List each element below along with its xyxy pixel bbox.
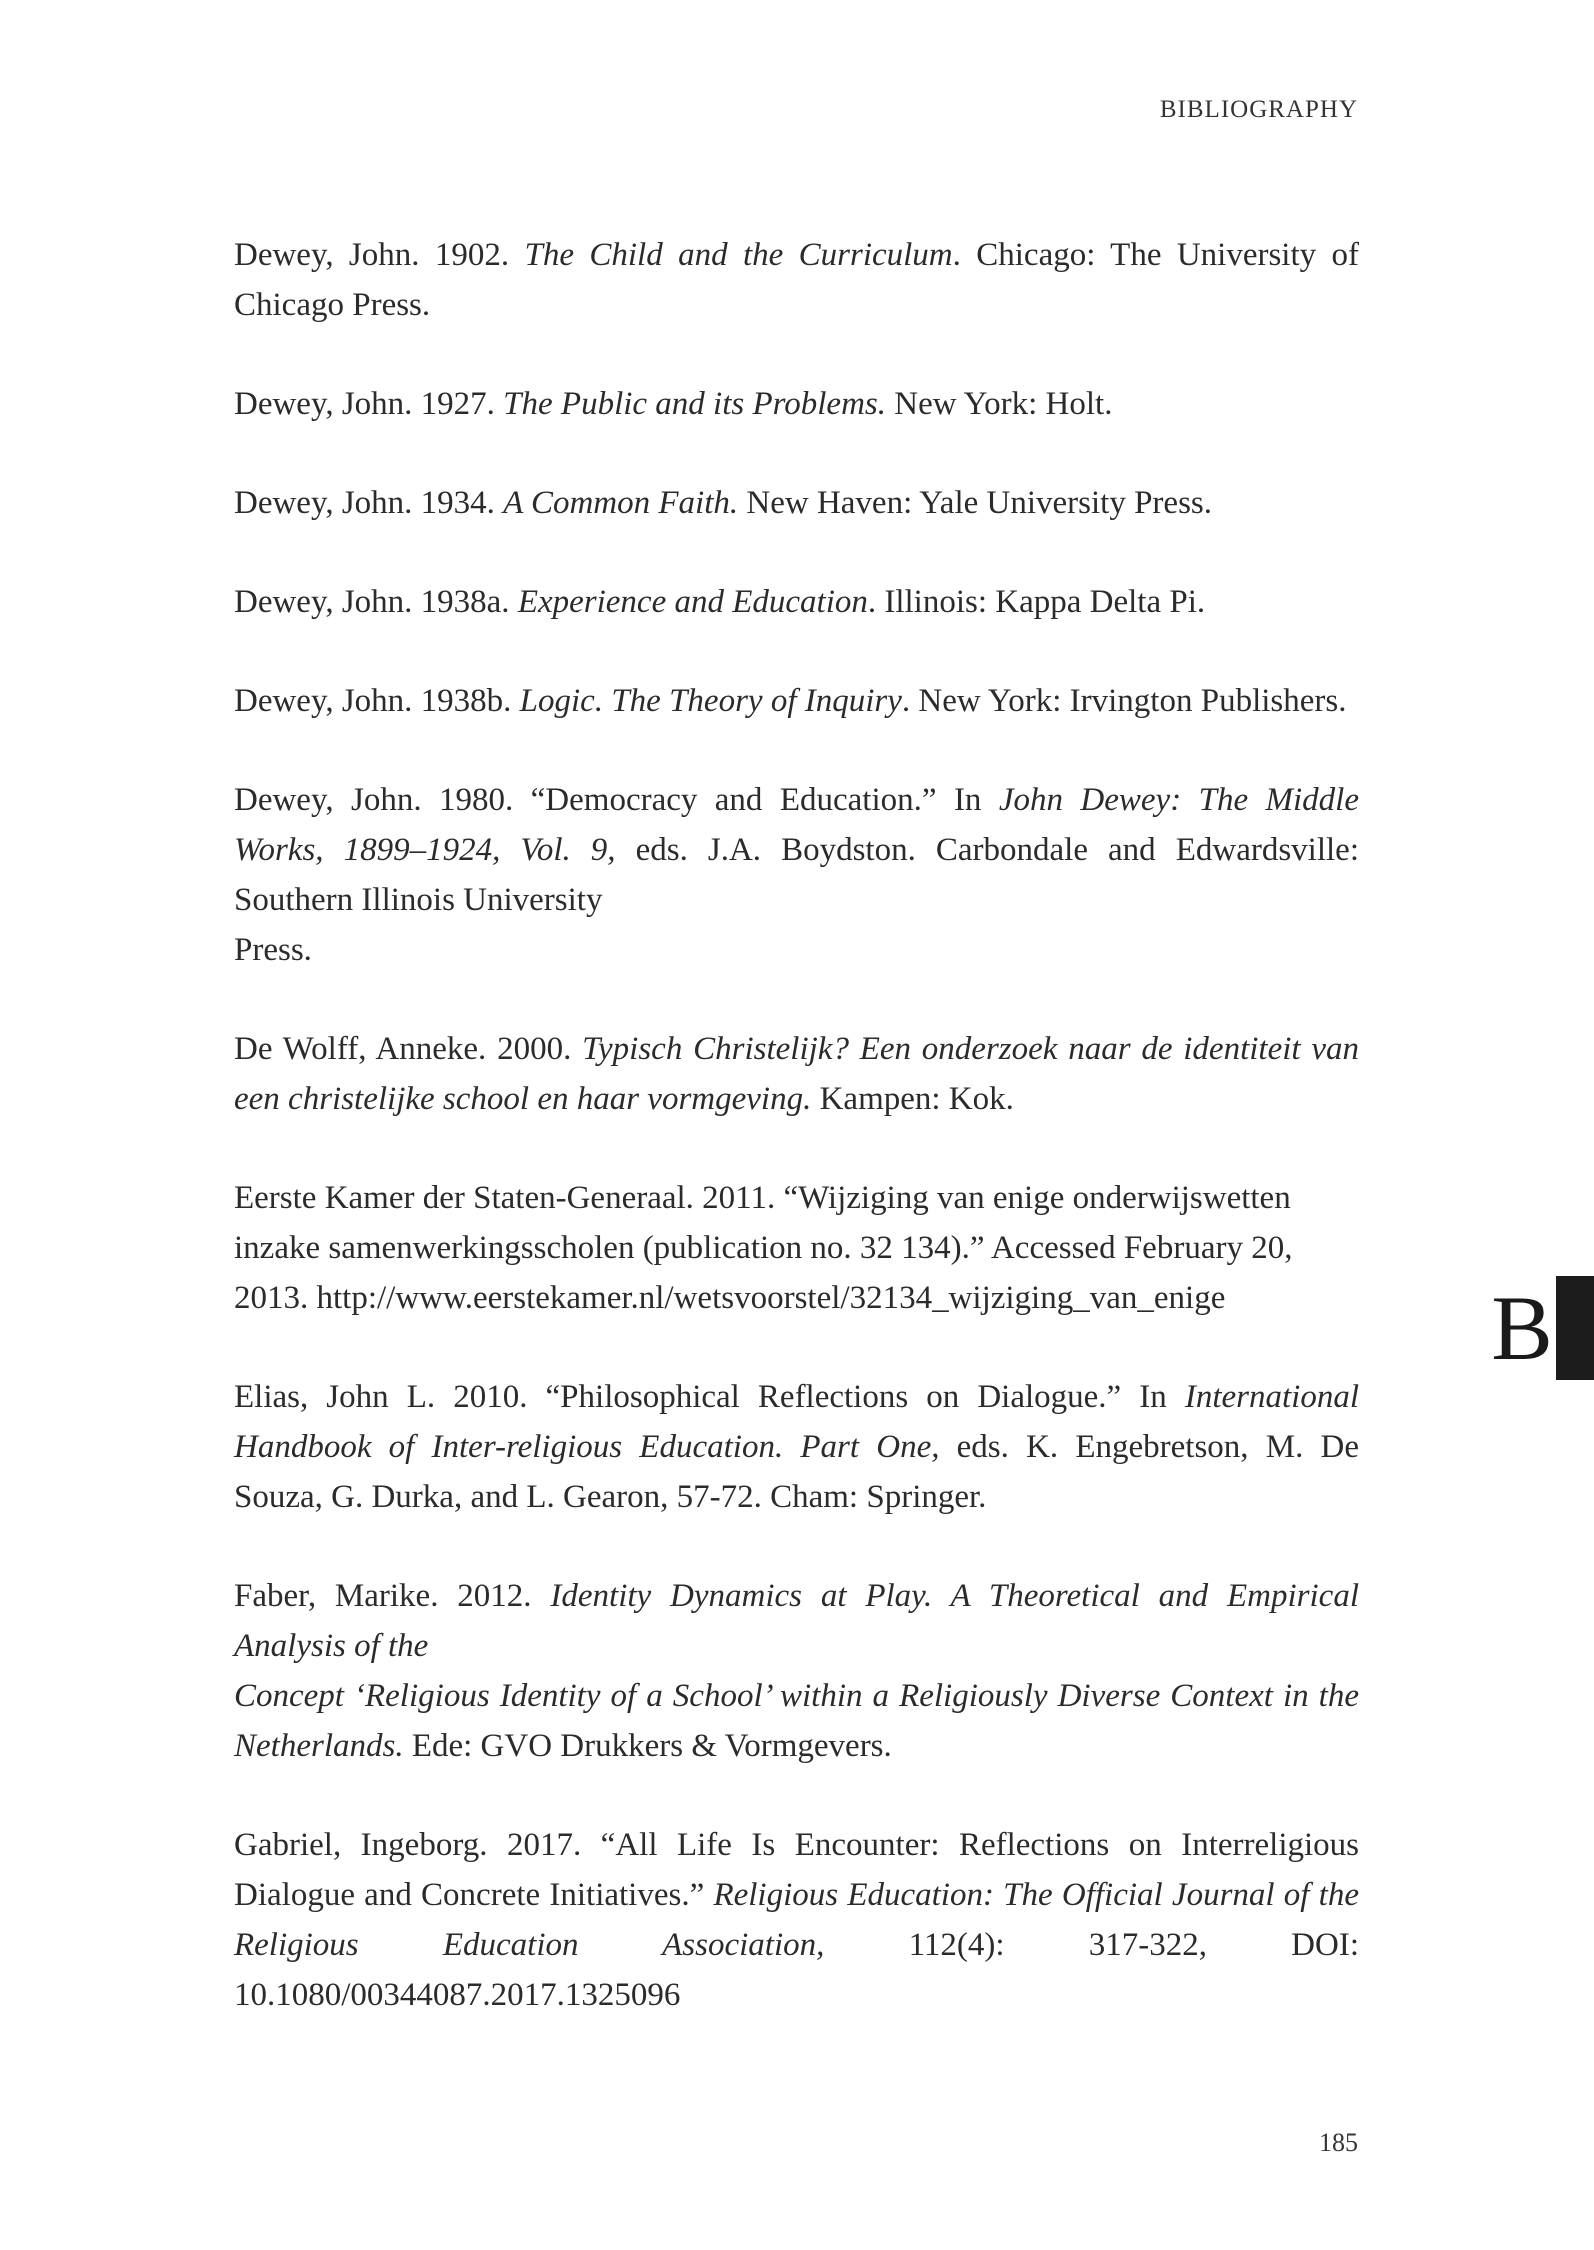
bibliography-list bbox=[234, 230, 1359, 2020]
running-header: BIBLIOGRAPHY bbox=[1159, 96, 1358, 123]
section-tab bbox=[1488, 1276, 1594, 1380]
bibliography-entry: Dewey, John. 1934. A Common Faith. New Haven: Yale University Press. bbox=[234, 485, 1212, 521]
page-number: 185 bbox=[1319, 2128, 1358, 2157]
section-letter: B bbox=[1491, 1277, 1553, 1379]
section-tab-bar bbox=[1556, 1276, 1594, 1380]
bibliography-entry: Elias, John L. 2010. “Philosophical Reflections on Dialogue.” In International Handbook of Inter-religious Education. Part One, eds. K. Engebretson, M. De Souza, G. Durka, and L. Gearon, 57-72. Cham: Springer. bbox=[234, 1379, 1359, 1515]
bibliography-entry: Dewey, John. 1980. “Democracy and Education.” In John Dewey: The Middle Works, 1899–1924, Vol. 9, eds. J.A. Boydston. Carbondale and Edwardsville: Southern Illinois University Press. bbox=[234, 782, 1359, 968]
bibliography-entry: Dewey, John. 1927. The Public and its Problems. New York: Holt. bbox=[234, 386, 1113, 422]
bibliography-entry: Dewey, John. 1938b. Logic. The Theory of Inquiry. New York: Irvington Publishers. bbox=[234, 683, 1347, 719]
bibliography-entry: Eerste Kamer der Staten-Generaal. 2011. “Wijziging van enige onderwijswetten inzake samenwerkingsscholen (publication no. 32 134).” Accessed February 20, 2013. http://www.eerstekamer.nl/wetsvoorstel/32134_wijziging_van_enige bbox=[234, 1180, 1293, 1316]
bibliography-entry: Gabriel, Ingeborg. 2017. “All Life Is Encounter: Reflections on Interreligious Dialogue and Concrete Initiatives.” Religious Education: The Official Journal of the Religious Education Association, 112(4): 317-322, DOI: 10.1080/00344087.2017.1325096 bbox=[234, 1827, 1359, 2013]
bibliography-entry: De Wolff, Anneke. 2000. Typisch Christelijk? Een onderzoek naar de identiteit van een christelijke school en haar vormgeving. Kampen: Kok. bbox=[234, 1031, 1359, 1117]
bibliography-entry: Faber, Marike. 2012. Identity Dynamics at Play. A Theoretical and Empirical Analysis of the Concept ‘Religious Identity of a School’ within a Religiously Diverse Context in the Netherlands. Ede: GVO Drukkers & Vormgevers. bbox=[234, 1578, 1359, 1764]
bibliography-entry: Dewey, John. 1902. The Child and the Curriculum. Chicago: The University of Chicago Press. bbox=[234, 237, 1359, 323]
bibliography-entry: Dewey, John. 1938a. Experience and Education. Illinois: Kappa Delta Pi. bbox=[234, 584, 1206, 620]
